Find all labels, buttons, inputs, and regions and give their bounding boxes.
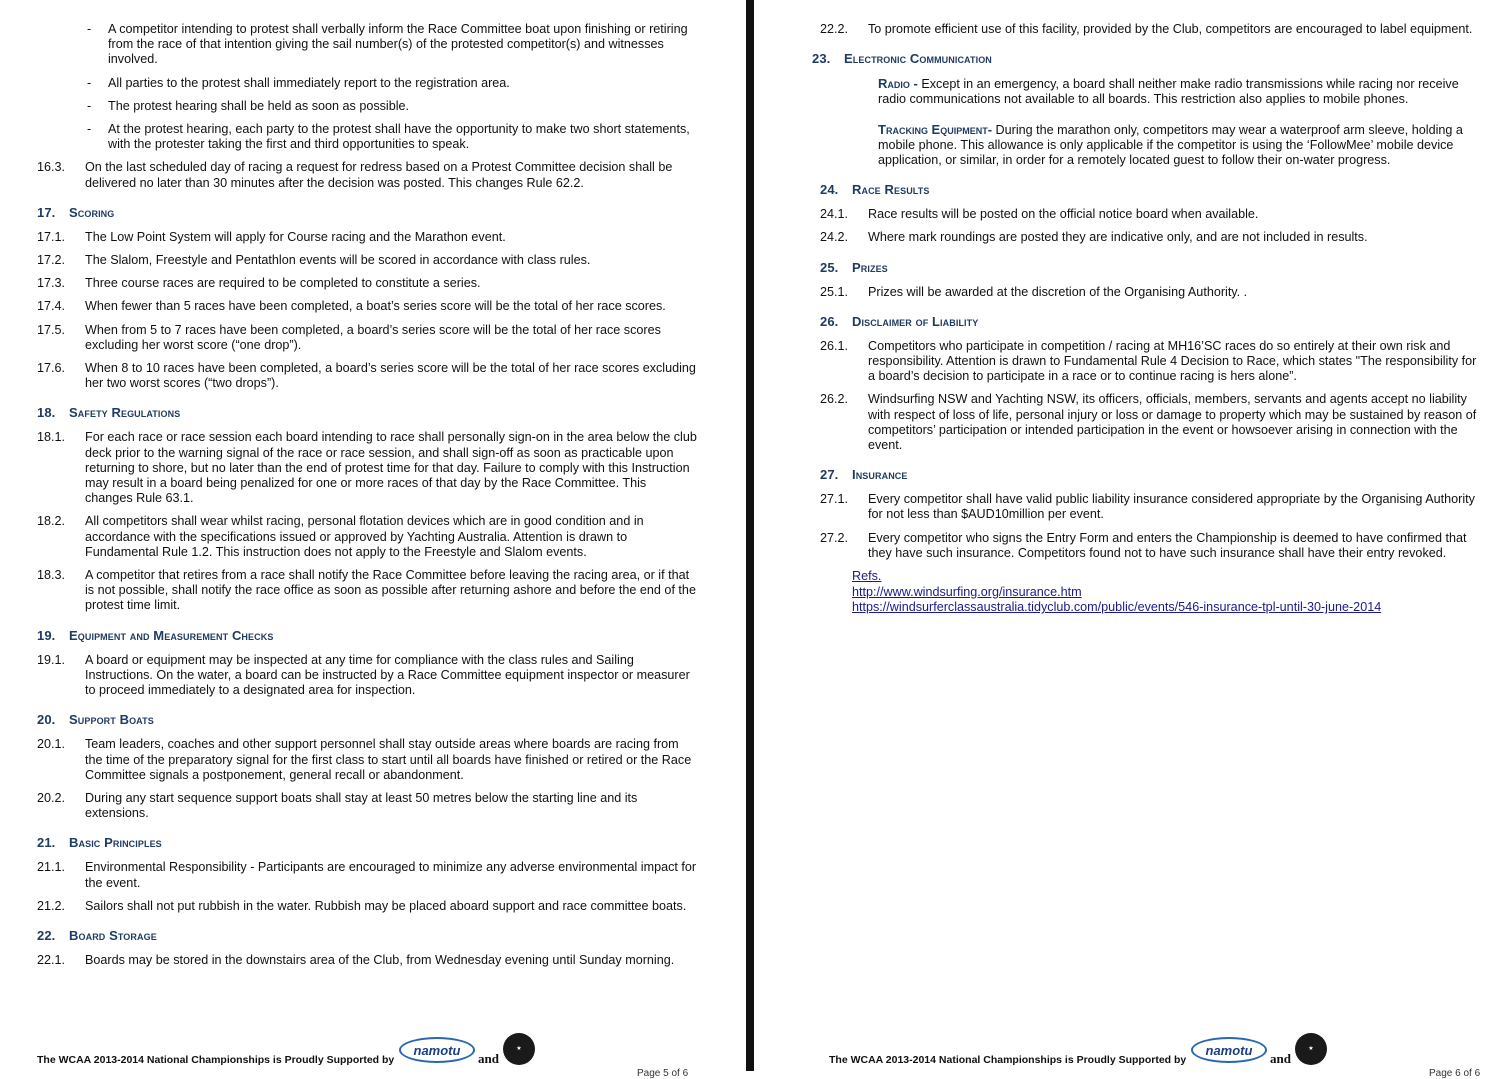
page-divider — [746, 0, 754, 1071]
dash-bullet: - — [87, 98, 92, 113]
dash-bullet: - — [87, 22, 92, 36]
refs-label: Refs. — [852, 569, 882, 584]
rum-seal-logo-icon: ★ — [1295, 1033, 1327, 1065]
page-number: Page 6 of 6 — [1429, 1068, 1481, 1079]
rum-seal-logo-icon: ★ — [503, 1033, 535, 1065]
bullet-item: - At the protest hearing, each party to the protest shall have the opportunity to make two short statements, with the protester taking the first and third opportunities to speak. — [87, 122, 690, 152]
footer-and: and — [478, 1051, 499, 1066]
footer-and: and — [1270, 1051, 1291, 1066]
clause: 22.1. Boards may be stored in the downstairs area of the Club, from Wednesday evening until Sunday morning. — [37, 952, 675, 967]
section-heading-scoring: 17. Scoring — [37, 204, 115, 220]
ref-link-tidyclub[interactable]: https://windsurferclassaustralia.tidyclub.com/public/events/546-insurance-tpl-until-30-june-2014 — [852, 600, 1382, 615]
tracking-clause: Tracking Equipment- During the marathon only, competitors may wear a waterproof arm sleeve, holding a mobile phone. This allowance is only applicable if the competitor is using the ‘FollowMee’ mobile device application, or similar, in order for a remotely located guest to follow their on-water progress. — [878, 121, 1463, 168]
page-footer — [37, 1025, 717, 1079]
clause-16-3: 16.3. On the last scheduled day of racing a request for redress based on a Protest Committee decision shall be delivered no later than 30 minutes after the decision was posted. This changes Rule 62.2. — [37, 160, 673, 190]
page-content — [812, 22, 1480, 616]
footer-text: The WCAA 2013-2014 National Championships is Proudly Supported by — [37, 1054, 395, 1066]
clause: 17.3. Three course races are required to be completed to constitute a series. — [37, 276, 481, 291]
clause-22-2: 22.2. To promote efficient use of this facility, provided by the Club, competitors are encouraged to label equipment. — [820, 22, 1473, 36]
dash-bullet: - — [87, 122, 92, 137]
clause: 17.2. The Slalom, Freestyle and Pentathlon events will be scored in accordance with class rules. — [37, 253, 591, 268]
page-footer — [829, 1025, 1509, 1079]
radio-clause: Radio - Except in an emergency, a board shall neither make radio transmissions while racing nor receive radio communications not available to all boards. This restriction also applies to mobile phones. — [878, 76, 1459, 107]
clause: 21.1. Environmental Responsibility - Participants are encouraged to minimize any adverse environmental impact for the event. — [37, 860, 697, 890]
clause: 18.3. A competitor that retires from a race shall notify the Race Committee before leaving the racing area, or if that is not possible, shall notify the race office as soon as possible after returning ashore and before the end of the protest time limit. — [37, 568, 696, 613]
clause: 26.1. Competitors who participate in competition / racing at MH16’SC races do so entirely at their own risk and responsibility. Attention is drawn to Fundamental Rule 4 Decision to Race, which states "The responsibility for a board’s decision to participate in a race or to continue racing is hers alone”. — [820, 338, 1477, 384]
clause: 20.1. Team leaders, coaches and other support personnel shall stay outside areas where boards are racing from the time of the preparatory signal for the first class to start until all boards have finished or retired or the Race Committee signals a postponement, general recall or abandonment. — [37, 737, 692, 782]
clause: 24.1. Race results will be posted on the official notice board when available. — [820, 207, 1259, 222]
document-page-left — [0, 0, 746, 1079]
clause: 25.1. Prizes will be awarded at the discretion of the Organising Authority. . — [820, 284, 1248, 299]
section-heading-insurance: 27. Insurance — [820, 467, 908, 483]
bullet-item: - All parties to the protest shall immediately report to the registration area. — [87, 75, 510, 90]
clause: 17.6. When 8 to 10 races have been completed, a board’s series score will be the total of her race scores excluding her two worst scores (“two drops”). — [37, 361, 696, 391]
section-heading-support-boats: 20. Support Boats — [37, 712, 154, 728]
page-content — [37, 22, 697, 976]
section-heading-safety: 18. Safety Regulations — [37, 405, 181, 421]
section-heading-disclaimer: 26. Disclaimer of Liability — [820, 313, 979, 329]
section-heading-prizes: 25. Prizes — [820, 259, 888, 275]
clause: 17.1. The Low Point System will apply for Course racing and the Marathon event. — [37, 229, 506, 244]
section-heading-electronic: 23. Electronic Communication — [812, 51, 992, 67]
section-heading-storage: 22. Board Storage — [37, 927, 157, 943]
clause: 26.2. Windsurfing NSW and Yachting NSW, its officers, officials, members, servants and agents accept no liability with respect of loss of life, personal injury or loss or damage to property which may be sustained by reason of competitors’ participation or intended participation in the event or howsoever arising in connection with the event. — [820, 392, 1477, 453]
section-heading-equipment: 19. Equipment and Measurement Checks — [37, 627, 274, 643]
ref-link-windsurfing[interactable]: http://www.windsurfing.org/insurance.htm — [852, 584, 1082, 599]
clause: 20.2. During any start sequence support boats shall stay at least 50 metres below the starting line and its extensions. — [37, 790, 638, 821]
document-page-right — [754, 0, 1481, 1079]
clause: 17.5. When from 5 to 7 races have been completed, a board’s series score will be the total of her race scores excluding her worst score (“one drop”). — [37, 322, 661, 352]
clause: 24.2. Where mark roundings are posted they are indicative only, and are not included in results. — [820, 230, 1368, 245]
clause: 27.1. Every competitor shall have valid public liability insurance considered appropriate by the Organising Authority for not less than $AUD10million per event. — [820, 492, 1475, 522]
section-heading-results: 24. Race Results — [820, 182, 930, 198]
footer-text: The WCAA 2013-2014 National Championships is Proudly Supported by — [829, 1054, 1187, 1066]
clause: 27.2. Every competitor who signs the Entry Form and enters the Championship is deemed to have confirmed that they have such insurance. Competitors found not to have such insurance shall have their entry revoked. — [820, 530, 1467, 560]
clause: 18.1. For each race or race session each board intending to race shall personally sign-on in the area below the club deck prior to the warning signal of the race or race session, and shall sign-off as soon as practicable upon returning to shore, but no later than the end of protest time for that day. Failure to comply with this Instruction may result in a board being penalized for one or more races of that day by the Race Committee. This changes Rule 63.1. — [37, 430, 697, 506]
namotu-logo-icon: namotu — [1191, 1037, 1267, 1063]
clause: 19.1. A board or equipment may be inspected at any time for compliance with the class rules and Sailing Instructions. On the water, a board can be instructed by a Race Committee equipment inspector or measurer to proceed immediately to a designated area for inspection. — [37, 652, 690, 698]
bullet-item: - A competitor intending to protest shall verbally inform the Race Committee boat upon finishing or retiring from the race of that intention giving the sail number(s) of the protested competitor(s) and witnesses involved. — [87, 22, 688, 67]
clause: 18.2. All competitors shall wear whilst racing, personal flotation devices which are in good condition and in accordance with the specifications issued or approved by Yachting Australia. Attention is drawn to Fundamental Rule 1.2. This instruction does not apply to the Freestyle and Slalom events. — [37, 514, 644, 559]
bullet-item: - The protest hearing shall be held as soon as possible. — [87, 98, 410, 113]
section-heading-principles: 21. Basic Principles — [37, 835, 162, 851]
references — [820, 569, 1480, 616]
clause: 21.2. Sailors shall not put rubbish in the water. Rubbish may be placed aboard support and race committee boats. — [37, 898, 687, 913]
namotu-logo-icon: namotu — [399, 1037, 475, 1063]
clause: 17.4. When fewer than 5 races have been completed, a boat’s series score will be the total of her race scores. — [37, 299, 666, 314]
dash-bullet: - — [87, 75, 92, 90]
page-number: Page 5 of 6 — [637, 1068, 689, 1079]
